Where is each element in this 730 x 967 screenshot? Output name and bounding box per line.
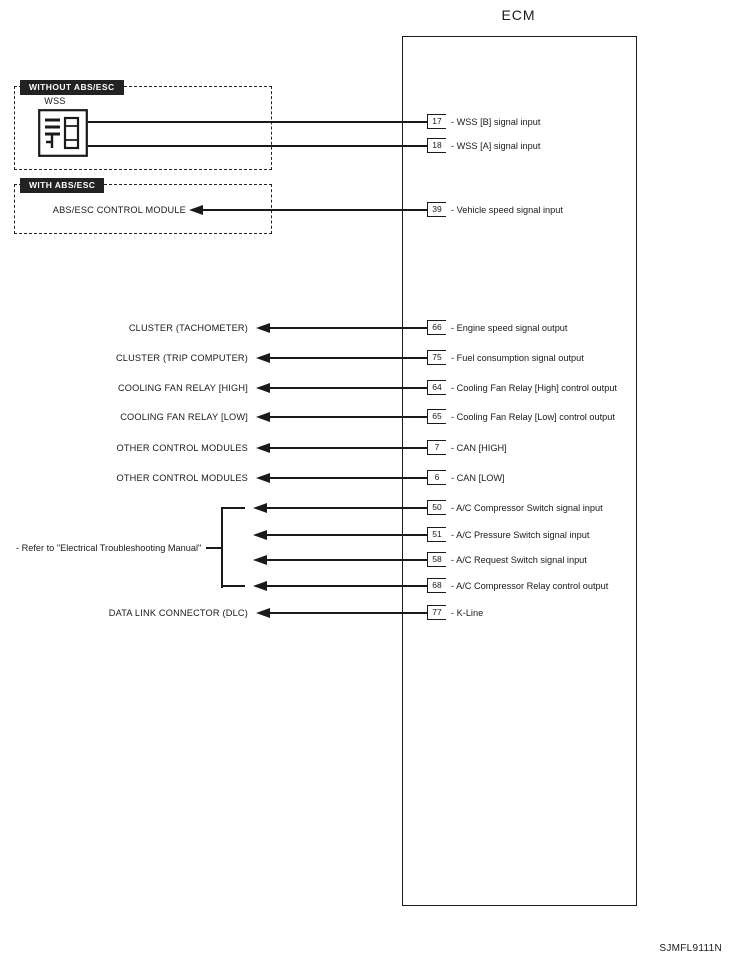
pin-label-39: - Vehicle speed signal input [451,204,563,216]
pin-box-68: 68 [427,578,446,593]
source-label-cluster-trip-computer: CLUSTER (TRIP COMPUTER) [115,353,248,363]
figure-code: SJMFL9111N [659,943,722,954]
ecm-title: ECM [501,7,536,23]
wheel-speed-sensor-icon [38,109,88,157]
pin-label-7: - CAN [HIGH] [451,442,507,454]
wire-pin-18 [88,145,427,147]
wire-pin-7 [269,447,427,449]
pin-box-51: 51 [427,527,446,542]
left-arrowhead-icon [256,473,270,483]
wire-pin-68 [266,585,427,587]
pin-box-66: 66 [427,320,446,335]
note-connector-line [206,547,222,549]
wire-pin-77 [269,612,427,614]
pin-label-18: - WSS [A] signal input [451,140,540,152]
pin-label-6: - CAN [LOW] [451,472,505,484]
with-abs-header: WITH ABS/ESC [20,178,104,193]
ac-bracket-bottom-stub [221,585,245,587]
pin-box-65: 65 [427,409,446,424]
ac-group-bracket [221,507,223,588]
source-label-cooling-fan-low: COOLING FAN RELAY [LOW] [120,412,248,422]
pin-box-39: 39 [427,202,446,217]
wire-pin-65 [269,416,427,418]
pin-label-66: - Engine speed signal output [451,322,567,334]
pin-box-64: 64 [427,380,446,395]
wire-pin-66 [269,327,427,329]
source-label-cluster-tachometer: CLUSTER (TACHOMETER) [128,323,248,333]
pin-label-51: - A/C Pressure Switch signal input [451,529,589,541]
wire-pin-17 [88,121,427,123]
ac-bracket-top-stub [221,507,245,509]
pin-box-77: 77 [427,605,446,620]
left-arrowhead-icon [256,412,270,422]
pin-label-50: - A/C Compressor Switch signal input [451,502,603,514]
wire-pin-75 [269,357,427,359]
pin-box-17: 17 [427,114,446,129]
pin-label-64: - Cooling Fan Relay [High] control output [451,382,617,394]
left-arrowhead-icon [253,581,267,591]
pin-label-65: - Cooling Fan Relay [Low] control output [451,411,615,423]
wire-pin-58 [266,559,427,561]
pin-box-50: 50 [427,500,446,515]
source-label-dlc: DATA LINK CONNECTOR (DLC) [108,608,248,618]
left-arrowhead-icon [253,503,267,513]
source-label-other-modules-2: OTHER CONTROL MODULES [116,473,248,483]
pin-box-75: 75 [427,350,446,365]
left-arrowhead-icon [256,323,270,333]
wss-sensor-label: WSS [44,96,66,106]
wire-pin-6 [269,477,427,479]
left-arrowhead-icon [253,555,267,565]
left-arrowhead-icon [253,530,267,540]
left-arrowhead-icon [256,383,270,393]
left-arrowhead-icon [256,443,270,453]
source-label-other-modules-1: OTHER CONTROL MODULES [116,443,248,453]
wire-pin-50 [266,507,427,509]
left-arrowhead-icon [189,205,203,215]
refer-note: - Refer to "Electrical Troubleshooting Manual" [16,543,202,553]
pin-label-17: - WSS [B] signal input [451,116,540,128]
pin-box-7: 7 [427,440,446,455]
pin-box-58: 58 [427,552,446,567]
pin-label-75: - Fuel consumption signal output [451,352,584,364]
pin-box-6: 6 [427,470,446,485]
pin-label-77: - K-Line [451,607,483,619]
left-arrowhead-icon [256,608,270,618]
wire-pin-51 [266,534,427,536]
without-abs-header: WITHOUT ABS/ESC [20,80,124,95]
pin-label-68: - A/C Compressor Relay control output [451,580,608,592]
pin-box-18: 18 [427,138,446,153]
wire-pin-39 [202,209,427,211]
source-label-cooling-fan-high: COOLING FAN RELAY [HIGH] [117,383,248,393]
wire-pin-64 [269,387,427,389]
left-arrowhead-icon [256,353,270,363]
pin-label-58: - A/C Request Switch signal input [451,554,587,566]
source-label-abs-module: ABS/ESC CONTROL MODULE [52,205,186,215]
